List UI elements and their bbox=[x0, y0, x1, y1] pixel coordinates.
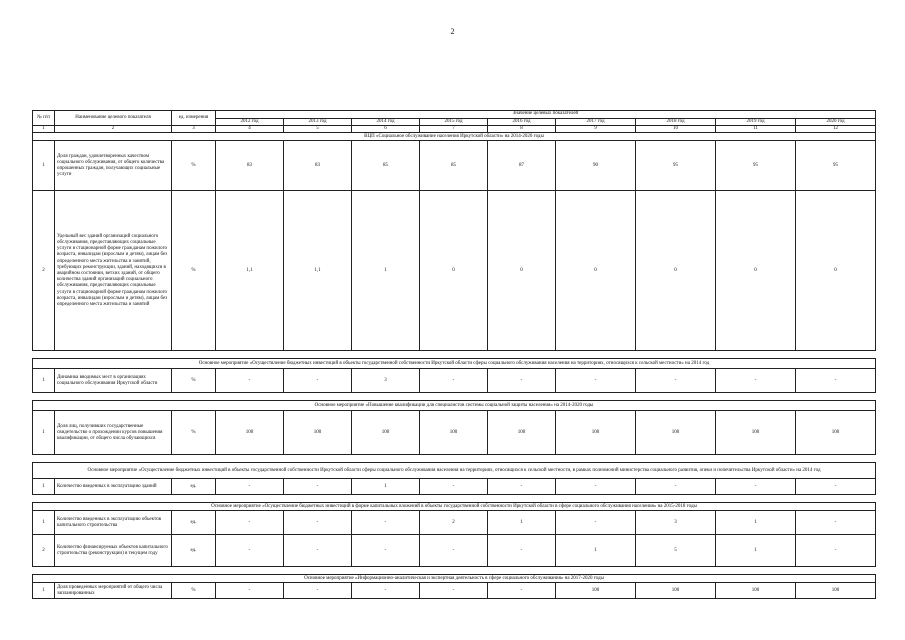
value-cell: 100 bbox=[556, 411, 636, 455]
indicator-name: Доля граждан, удовлетворенных качеством социального обслуживания, от общего количества опрошенных граждан, получающих социальные услуги bbox=[55, 141, 172, 191]
header-year: 2013 год bbox=[284, 119, 352, 126]
spacer-cell bbox=[33, 393, 876, 401]
section-title-row bbox=[33, 463, 876, 479]
value-cell: 1,1 bbox=[216, 191, 284, 351]
value-cell: - bbox=[636, 479, 716, 495]
spacer-row bbox=[33, 495, 876, 503]
header-year: 2020 год bbox=[796, 119, 876, 126]
header-row bbox=[33, 111, 876, 119]
value-cell: - bbox=[796, 511, 876, 535]
spacer-cell bbox=[33, 455, 876, 463]
value-cell: - bbox=[420, 479, 488, 495]
section-title: ВЦП «Социальное обслуживание населения Иркутской области» на 2014-2020 годы bbox=[33, 133, 876, 141]
value-cell: - bbox=[488, 535, 556, 567]
value-cell: 100 bbox=[488, 411, 556, 455]
value-cell: - bbox=[216, 535, 284, 567]
value-cell: - bbox=[216, 479, 284, 495]
value-cell: - bbox=[216, 369, 284, 393]
indicators-table bbox=[32, 110, 876, 599]
indicator-name: Удельный вес зданий организаций социального обслуживания, предоставляющих социальные услуги в стационарной форме гражданам пожилого возраста, инвалидам (взрослым и детям), лицам без определенного места жительства и занятий, требующих реконструкции, зданий, находящихся в аварийном состоянии, ветхих зданий, от общего количества зданий организаций социального обслуживания, предоставляющих социальные услуги в стационарной форме гражданам пожилого возраста, инвалидам (взрослым и детям), лицам без определенного места жительства и занятий bbox=[55, 191, 172, 351]
table-row bbox=[33, 191, 876, 351]
section-title: Основное мероприятие «Осуществление бюджетных инвестиций в форме капитальных вложений в объекты государственной собственности Иркутской области в сфере социального обслуживания населения» на 2015-2018 годы bbox=[33, 503, 876, 511]
row-num: 1 bbox=[33, 411, 55, 455]
indicator-name: Количество финансируемых объектов капитального строительства (реконструкции) в текущем году bbox=[55, 535, 172, 567]
section-title: Основное мероприятие «Повышение квалификации для специалистов системы социальной защиты населения» на 2014-2020 годы bbox=[33, 401, 876, 411]
value-cell: 100 bbox=[420, 411, 488, 455]
section-title: Основное мероприятие «Осуществление бюджетных инвестиций в объекты государственной собственности Иркутской области сферы социального обслуживания населения на территориях, относящихся к сельской местности» на 2014 год bbox=[33, 359, 876, 369]
value-cell: 1 bbox=[716, 535, 796, 567]
value-cell: 95 bbox=[636, 141, 716, 191]
value-cell: - bbox=[420, 583, 488, 599]
value-cell: - bbox=[556, 369, 636, 393]
header-year: 2019 год bbox=[716, 119, 796, 126]
header-year: 2015 год bbox=[420, 119, 488, 126]
spacer-row bbox=[33, 455, 876, 463]
value-cell: 100 bbox=[636, 411, 716, 455]
section-title: Основное мероприятие «Информационно-аналитическая и экспертная деятельность в сфере социального обслуживания» на 2017-2020 годы bbox=[33, 575, 876, 583]
indicator-name: Количество введенных в эксплуатацию объектов капитального строительства bbox=[55, 511, 172, 535]
table-row bbox=[33, 583, 876, 599]
table-row bbox=[33, 369, 876, 393]
table-row bbox=[33, 411, 876, 455]
row-num: 2 bbox=[33, 535, 55, 567]
table-row bbox=[33, 511, 876, 535]
table-row bbox=[33, 535, 876, 567]
column-number: 3 bbox=[172, 126, 216, 133]
value-cell: - bbox=[488, 583, 556, 599]
value-cell: 1 bbox=[488, 511, 556, 535]
value-cell: 83 bbox=[216, 141, 284, 191]
unit-cell: % bbox=[172, 141, 216, 191]
value-cell: - bbox=[556, 479, 636, 495]
spacer-cell bbox=[33, 351, 876, 359]
header-name: Наименование целевого показателя bbox=[55, 111, 172, 126]
section-title-row bbox=[33, 133, 876, 141]
table-row bbox=[33, 479, 876, 495]
column-number: 1 bbox=[33, 126, 55, 133]
value-cell: 100 bbox=[716, 583, 796, 599]
column-number: 8 bbox=[488, 126, 556, 133]
indicator-name: Динамика вводимых мест в организациях социального обслуживания Иркутской области bbox=[55, 369, 172, 393]
indicator-name: Доля лиц, получивших государственные свидетельство о прохождении курсов повышения квалификации, от общего числа обучающихся bbox=[55, 411, 172, 455]
value-cell: 85 bbox=[352, 141, 420, 191]
row-num: 1 bbox=[33, 583, 55, 599]
page-number: 2 bbox=[450, 27, 455, 36]
value-cell: 0 bbox=[796, 191, 876, 351]
indicator-name: Доля проведенных мероприятий от общего числа запланированных bbox=[55, 583, 172, 599]
unit-cell: ед. bbox=[172, 479, 216, 495]
value-cell: - bbox=[636, 369, 716, 393]
column-number: 5 bbox=[284, 126, 352, 133]
value-cell: 0 bbox=[420, 191, 488, 351]
value-cell: 95 bbox=[716, 141, 796, 191]
value-cell: 3 bbox=[352, 369, 420, 393]
column-numbers-row bbox=[33, 126, 876, 133]
column-number: 6 bbox=[352, 126, 420, 133]
value-cell: 100 bbox=[716, 411, 796, 455]
value-cell: 0 bbox=[716, 191, 796, 351]
row-num: 2 bbox=[33, 191, 55, 351]
spacer-row bbox=[33, 567, 876, 575]
value-cell: - bbox=[352, 511, 420, 535]
value-cell: 85 bbox=[420, 141, 488, 191]
value-cell: 1 bbox=[556, 535, 636, 567]
value-cell: - bbox=[216, 511, 284, 535]
row-num: 1 bbox=[33, 141, 55, 191]
unit-cell: ед. bbox=[172, 535, 216, 567]
section-title-row bbox=[33, 401, 876, 411]
header-year: 2014 год bbox=[352, 119, 420, 126]
value-cell: 1 bbox=[352, 191, 420, 351]
value-cell: 83 bbox=[284, 141, 352, 191]
header-year: 2016 год bbox=[488, 119, 556, 126]
spacer-row bbox=[33, 351, 876, 359]
unit-cell: % bbox=[172, 191, 216, 351]
header-year: 2012 год bbox=[216, 119, 284, 126]
unit-cell: % bbox=[172, 583, 216, 599]
value-cell: 100 bbox=[352, 411, 420, 455]
value-cell: - bbox=[284, 535, 352, 567]
column-number: 2 bbox=[55, 126, 172, 133]
column-number: 4 bbox=[216, 126, 284, 133]
column-number: 11 bbox=[716, 126, 796, 133]
spacer-cell bbox=[33, 567, 876, 575]
value-cell: - bbox=[488, 369, 556, 393]
value-cell: 100 bbox=[284, 411, 352, 455]
value-cell: - bbox=[716, 369, 796, 393]
value-cell: 100 bbox=[636, 583, 716, 599]
value-cell: - bbox=[284, 369, 352, 393]
value-cell: - bbox=[284, 479, 352, 495]
value-cell: - bbox=[796, 369, 876, 393]
spacer-cell bbox=[33, 495, 876, 503]
value-cell: - bbox=[488, 479, 556, 495]
value-cell: - bbox=[420, 369, 488, 393]
value-cell: 100 bbox=[556, 583, 636, 599]
row-num: 1 bbox=[33, 369, 55, 393]
value-cell: - bbox=[716, 479, 796, 495]
column-number: 7 bbox=[420, 126, 488, 133]
value-cell: 3 bbox=[636, 511, 716, 535]
section-title-row bbox=[33, 503, 876, 511]
value-cell: - bbox=[796, 535, 876, 567]
value-cell: - bbox=[556, 511, 636, 535]
column-number: 9 bbox=[556, 126, 636, 133]
value-cell: - bbox=[352, 535, 420, 567]
unit-cell: % bbox=[172, 411, 216, 455]
value-cell: - bbox=[216, 583, 284, 599]
section-title: Основное мероприятие «Осуществление бюджетных инвестиций в объекты государственной собственности Иркутской области сферы социального обслуживания населения на территориях, относящихся к сельской местности, в рамках полномочий министерства социального развития, опеки и попечительства Иркутской области» на 2014 год bbox=[33, 463, 876, 479]
value-cell: 5 bbox=[636, 535, 716, 567]
value-cell: 2 bbox=[420, 511, 488, 535]
header-values-title: Значение целевых показателей bbox=[216, 111, 876, 119]
value-cell: 1,1 bbox=[284, 191, 352, 351]
value-cell: - bbox=[284, 511, 352, 535]
header-year: 2017 год bbox=[556, 119, 636, 126]
column-number: 12 bbox=[796, 126, 876, 133]
column-number: 10 bbox=[636, 126, 716, 133]
row-num: 1 bbox=[33, 479, 55, 495]
unit-cell: % bbox=[172, 369, 216, 393]
value-cell: 100 bbox=[796, 411, 876, 455]
value-cell: - bbox=[352, 583, 420, 599]
header-unit: ед. измерения bbox=[172, 111, 216, 126]
value-cell: 0 bbox=[488, 191, 556, 351]
section-title-row bbox=[33, 359, 876, 369]
spacer-row bbox=[33, 393, 876, 401]
value-cell: 1 bbox=[716, 511, 796, 535]
unit-cell: ед. bbox=[172, 511, 216, 535]
value-cell: 90 bbox=[556, 141, 636, 191]
value-cell: 87 bbox=[488, 141, 556, 191]
header-year: 2018 год bbox=[636, 119, 716, 126]
value-cell: - bbox=[420, 535, 488, 567]
value-cell: 0 bbox=[556, 191, 636, 351]
value-cell: - bbox=[796, 479, 876, 495]
value-cell: 100 bbox=[216, 411, 284, 455]
value-cell: 0 bbox=[636, 191, 716, 351]
value-cell: 1 bbox=[352, 479, 420, 495]
value-cell: 95 bbox=[796, 141, 876, 191]
table-row bbox=[33, 141, 876, 191]
value-cell: - bbox=[284, 583, 352, 599]
row-num: 1 bbox=[33, 511, 55, 535]
header-num: № п/п bbox=[33, 111, 55, 126]
indicator-name: Количество введенных в эксплуатацию зданий bbox=[55, 479, 172, 495]
section-title-row bbox=[33, 575, 876, 583]
value-cell: 100 bbox=[796, 583, 876, 599]
